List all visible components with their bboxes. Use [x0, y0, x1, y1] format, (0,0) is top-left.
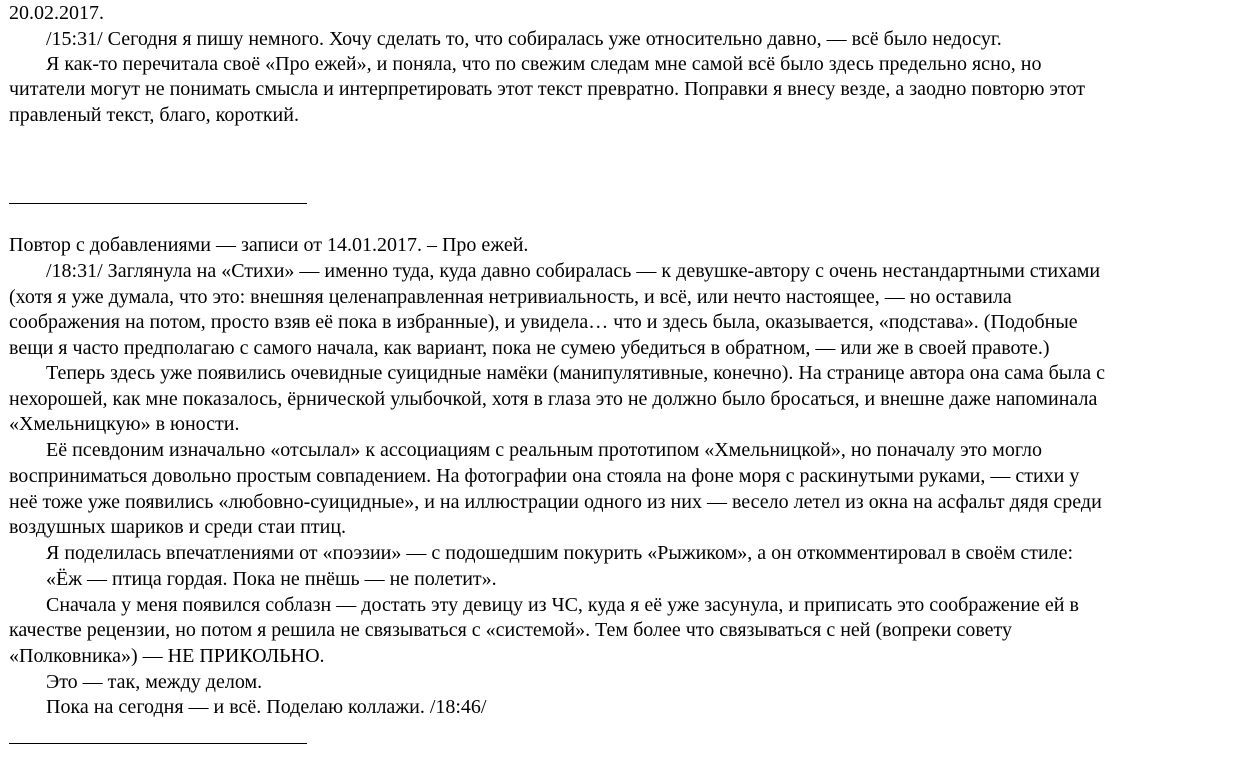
- paragraph-line: (хотя я уже думала, что это: внешняя целенаправленная нетривиальность, и всё, или нечто настоящее, — но оставила: [9, 286, 1012, 308]
- paragraph-line: Это — так, между делом.: [46, 671, 263, 693]
- paragraph-line: Я как-то перечитала своё «Про ежей», и поняла, что по свежим следам мне самой всё было здесь предельно ясно, но: [46, 53, 1042, 75]
- paragraph-line: Я поделилась впечатлениями от «поэзии» — с подошедшим покурить «Рыжиком», а он откомментировал в своём стиле:: [46, 542, 1074, 564]
- paragraph-line: «Хмельницкую» в юности.: [9, 413, 240, 435]
- paragraph-line: качестве рецензии, но потом я решила не связываться с «системой». Тем более что связываться с ней (вопреки совету: [9, 619, 1013, 641]
- document-date: 20.02.2017.: [9, 2, 104, 24]
- paragraph-line: нехорошей, как мне показалось, ёрнической улыбочкой, хотя в глаза это не должно было бросаться, и внешне даже напоминала: [9, 388, 1098, 410]
- paragraph-line: неё тоже уже появились «любовно-суицидные», и на иллюстрации одного из них — весело летел из окна на асфальт дядя среди: [9, 491, 1102, 513]
- paragraph-line: Пока на сегодня — и всё. Поделаю коллажи. /18:46/: [46, 696, 487, 718]
- paragraph-line: /15:31/ Сегодня я пишу немного. Хочу сделать то, что собиралась уже относительно давно, — всё было недосуг.: [46, 28, 1002, 50]
- paragraph-line: /18:31/ Заглянула на «Стихи» — именно туда, куда давно собиралась — к девушке-автору с очень нестандартными стихами: [46, 260, 1101, 282]
- paragraph-line: вещи я часто предполагаю с самого начала, как вариант, пока не сумею убедиться в обратном, — или же в своей правоте.): [9, 337, 1050, 359]
- paragraph-line: правленый текст, благо, короткий.: [9, 104, 299, 126]
- paragraph-line: воздушных шариков и среди стаи птиц.: [9, 516, 347, 538]
- repeat-heading: Повтор с добавлениями — записи от 14.01.2017. – Про ежей.: [9, 234, 529, 256]
- paragraph-line: восприниматься довольно простым совпадением. На фотографии она стояла на фоне моря с раскинутыми руками, — стихи у: [9, 465, 1080, 487]
- separator-rule: [9, 203, 307, 204]
- paragraph-line: читатели могут не понимать смысла и интерпретировать этот текст превратно. Поправки я внесу везде, а заодно повторю этот: [9, 78, 1085, 100]
- paragraph-line: Её псевдоним изначально «отсылал» к ассоциациям с реальным прототипом «Хмельницкой», но поначалу это могло: [46, 439, 1042, 461]
- paragraph-line: соображения на потом, просто взяв её пока в избранные), и увидела… что и здесь была, оказывается, «подстава». (Подобные: [9, 311, 1078, 333]
- paragraph-line: Теперь здесь уже появились очевидные суицидные намёки (манипулятивные, конечно). На странице автора она сама была с: [46, 362, 1105, 384]
- quote-line: «Ёж — птица гордая. Пока не пнёшь — не полетит».: [46, 568, 497, 590]
- paragraph-line: Сначала у меня появился соблазн — достать эту девицу из ЧС, куда я её уже засунула, и приписать это соображение ей в: [46, 594, 1079, 616]
- paragraph-line: «Полковника») — НЕ ПРИКОЛЬНО.: [9, 645, 325, 667]
- separator-rule: [9, 743, 307, 744]
